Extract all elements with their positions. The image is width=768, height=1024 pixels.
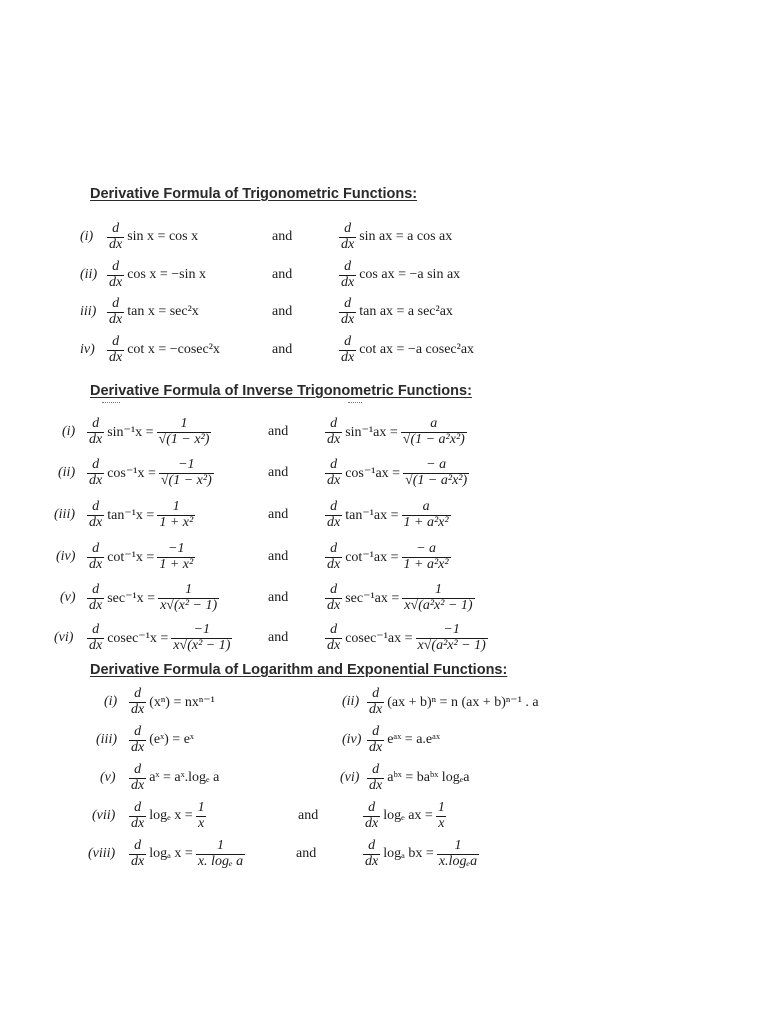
formula-row (0, 219, 768, 255)
decorative-dots (348, 402, 362, 404)
formula-left-lhs: sin⁻¹x = (107, 424, 154, 440)
derivative-operator: $\frac{d}{dx}$ (109, 295, 123, 327)
conjunction-and: and (268, 507, 289, 522)
fraction: $\frac{a}{\text{1 + a²x²}}$ (403, 498, 449, 530)
formula-left: cos x = −sin x (127, 267, 207, 282)
formula-left: sin x = cos x (127, 229, 199, 244)
roman-numeral: (ii) (58, 465, 76, 480)
formula-row (0, 684, 768, 720)
formula-row (0, 760, 768, 796)
formula-left-lhs: cot⁻¹x = (107, 549, 155, 565)
formula-left: cot x = −cosec²x (127, 342, 220, 357)
fraction: $\frac{1}{x}$ (197, 799, 205, 831)
derivative-operator: $\frac{d}{dx}$ (131, 761, 145, 793)
formula-left-lhs: logₑ x = (149, 808, 193, 823)
derivative-operator: $\frac{d}{dx}$ (109, 220, 123, 252)
derivative-operator: $\frac{d}{dx}$ (131, 685, 145, 717)
formula-right: aᵇˣ = baᵇˣ logₑa (387, 770, 470, 785)
formula-left-lhs: cos⁻¹x = (107, 465, 156, 481)
formula-row (0, 332, 768, 368)
conjunction-and: and (296, 846, 317, 861)
conjunction-and: and (272, 267, 293, 282)
formula-row (0, 578, 768, 618)
roman-numeral: (i) (80, 229, 94, 244)
fraction: $\frac{1}{\text{x√(x² − 1)}}$ (160, 581, 218, 613)
fraction: $\frac{1}{\text{1 + x²}}$ (159, 498, 194, 530)
formula-right-lhs: cos⁻¹ax = (345, 465, 401, 481)
section-heading-trigonometric: Derivative Formula of Trigonometric Functions: (90, 186, 418, 202)
derivative-operator: $\frac{d}{dx}$ (327, 498, 341, 530)
fraction: $\frac{1}{\text{√(1 − x²)}}$ (158, 415, 210, 447)
derivative-operator: $\frac{d}{dx}$ (327, 621, 341, 653)
formula-left: (eˣ) = eˣ (149, 732, 194, 747)
formula-right-lhs: cot⁻¹ax = (345, 549, 399, 565)
derivative-operator: $\frac{d}{dx}$ (327, 540, 341, 572)
formula-left: (xⁿ) = nxⁿ⁻¹ (149, 694, 215, 710)
formula-left-lhs: tan⁻¹x = (107, 507, 155, 523)
derivative-operator: $\frac{d}{dx}$ (131, 837, 145, 869)
roman-numeral: (v) (60, 590, 76, 605)
conjunction-and: and (272, 229, 293, 244)
roman-numeral: (v) (100, 770, 116, 785)
conjunction-and: and (268, 465, 289, 480)
fraction: $\frac{-1}{\text{x√(x² − 1)}}$ (173, 621, 231, 653)
formula-row (0, 453, 768, 493)
derivative-operator: $\frac{d}{dx}$ (109, 258, 123, 290)
derivative-operator: $\frac{d}{dx}$ (327, 456, 341, 488)
section-heading-logarithm-exponential: Derivative Formula of Logarithm and Exponential Functions: (90, 662, 508, 678)
formula-right-lhs: sec⁻¹ax = (345, 590, 400, 606)
formula-left: aˣ = aˣ.logₑ a (149, 770, 220, 785)
derivative-operator: $\frac{d}{dx}$ (341, 295, 355, 327)
formula-right: cot ax = −a cosec²ax (359, 342, 475, 357)
formula-left-lhs: sec⁻¹x = (107, 590, 156, 606)
conjunction-and: and (268, 424, 289, 439)
roman-numeral: (iv) (342, 732, 362, 747)
formula-row (0, 722, 768, 758)
derivative-operator: $\frac{d}{dx}$ (341, 220, 355, 252)
roman-numeral: (vi) (340, 770, 360, 785)
derivative-operator: $\frac{d}{dx}$ (327, 581, 341, 613)
roman-numeral: (vii) (92, 808, 116, 823)
formula-row (0, 836, 768, 872)
formula-left-lhs: cosec⁻¹x = (107, 630, 169, 646)
derivative-operator: $\frac{d}{dx}$ (89, 415, 103, 447)
roman-numeral: iv) (80, 342, 95, 357)
fraction: $\frac{1}{\text{x.logₑa}}$ (438, 837, 478, 869)
fraction: $\frac{-1}{\text{1 + x²}}$ (159, 540, 194, 572)
derivative-operator: $\frac{d}{dx}$ (369, 723, 383, 755)
roman-numeral: (iv) (56, 549, 76, 564)
derivative-operator: $\frac{d}{dx}$ (131, 799, 145, 831)
conjunction-and: and (272, 342, 293, 357)
roman-numeral: (vi) (54, 630, 74, 645)
roman-numeral: (i) (104, 694, 118, 709)
derivative-operator: $\frac{d}{dx}$ (327, 415, 341, 447)
formula-right: eᵃˣ = a.eᵃˣ (387, 732, 441, 747)
derivative-operator: $\frac{d}{dx}$ (109, 333, 123, 365)
derivative-operator: $\frac{d}{dx}$ (89, 540, 103, 572)
formula-right-lhs: logₐ bx = (383, 846, 434, 861)
formula-row (0, 495, 768, 535)
conjunction-and: and (268, 630, 289, 645)
fraction: $\frac{a}{\text{√(1 − a²x²)}}$ (402, 415, 465, 447)
derivative-operator: $\frac{d}{dx}$ (89, 498, 103, 530)
formula-right-lhs: logₑ ax = (383, 808, 433, 823)
derivative-operator: $\frac{d}{dx}$ (341, 333, 355, 365)
derivative-operator: $\frac{d}{dx}$ (131, 723, 145, 755)
fraction: $\frac{-1}{\text{x√(a²x² − 1)}}$ (417, 621, 486, 653)
formula-row (0, 412, 768, 452)
formula-row (0, 618, 768, 658)
derivative-operator: $\frac{d}{dx}$ (341, 258, 355, 290)
derivative-operator: $\frac{d}{dx}$ (89, 621, 103, 653)
formula-right: (ax + b)ⁿ = n (ax + b)ⁿ⁻¹ . a (387, 694, 539, 710)
fraction: $\frac{-1}{\text{√(1 − x²)}}$ (160, 456, 212, 488)
formula-left: tan x = sec²x (127, 304, 199, 319)
fraction: $\frac{1}{\text{x. logₑ a}}$ (197, 837, 244, 869)
conjunction-and: and (268, 549, 289, 564)
formula-row (0, 257, 768, 293)
roman-numeral: iii) (80, 304, 97, 319)
fraction: $\frac{- a}{\text{√(1 − a²x²)}}$ (405, 456, 468, 488)
roman-numeral: (ii) (342, 694, 360, 709)
formula-right: sin ax = a cos ax (359, 229, 453, 244)
formula-right: cos ax = −a sin ax (359, 267, 461, 282)
derivative-operator: $\frac{d}{dx}$ (89, 581, 103, 613)
formula-right: tan ax = a sec²ax (359, 304, 453, 319)
derivative-operator: $\frac{d}{dx}$ (365, 799, 379, 831)
derivative-operator: $\frac{d}{dx}$ (89, 456, 103, 488)
formula-row (0, 294, 768, 330)
formula-row (0, 537, 768, 577)
section-heading-inverse-trigonometric: Derivative Formula of Inverse Trigonometric Functions: (90, 383, 472, 399)
formula-right-lhs: sin⁻¹ax = (345, 424, 398, 440)
roman-numeral: (ii) (80, 267, 98, 282)
fraction: $\frac{1}{\text{x√(a²x² − 1)}}$ (404, 581, 473, 613)
conjunction-and: and (268, 590, 289, 605)
conjunction-and: and (298, 808, 319, 823)
roman-numeral: (i) (62, 424, 76, 439)
formula-right-lhs: tan⁻¹ax = (345, 507, 399, 523)
formula-right-lhs: cosec⁻¹ax = (345, 630, 413, 646)
derivative-operator: $\frac{d}{dx}$ (369, 685, 383, 717)
derivative-operator: $\frac{d}{dx}$ (365, 837, 379, 869)
roman-numeral: (iii) (96, 732, 117, 747)
decorative-dots (102, 402, 120, 404)
derivative-operator: $\frac{d}{dx}$ (369, 761, 383, 793)
fraction: $\frac{1}{x}$ (437, 799, 445, 831)
roman-numeral: (iii) (54, 507, 75, 522)
roman-numeral: (viii) (88, 846, 116, 861)
formula-left-lhs: logₐ x = (149, 846, 193, 861)
formula-row (0, 798, 768, 834)
conjunction-and: and (272, 304, 293, 319)
fraction: $\frac{- a}{\text{1 + a²x²}}$ (403, 540, 449, 572)
